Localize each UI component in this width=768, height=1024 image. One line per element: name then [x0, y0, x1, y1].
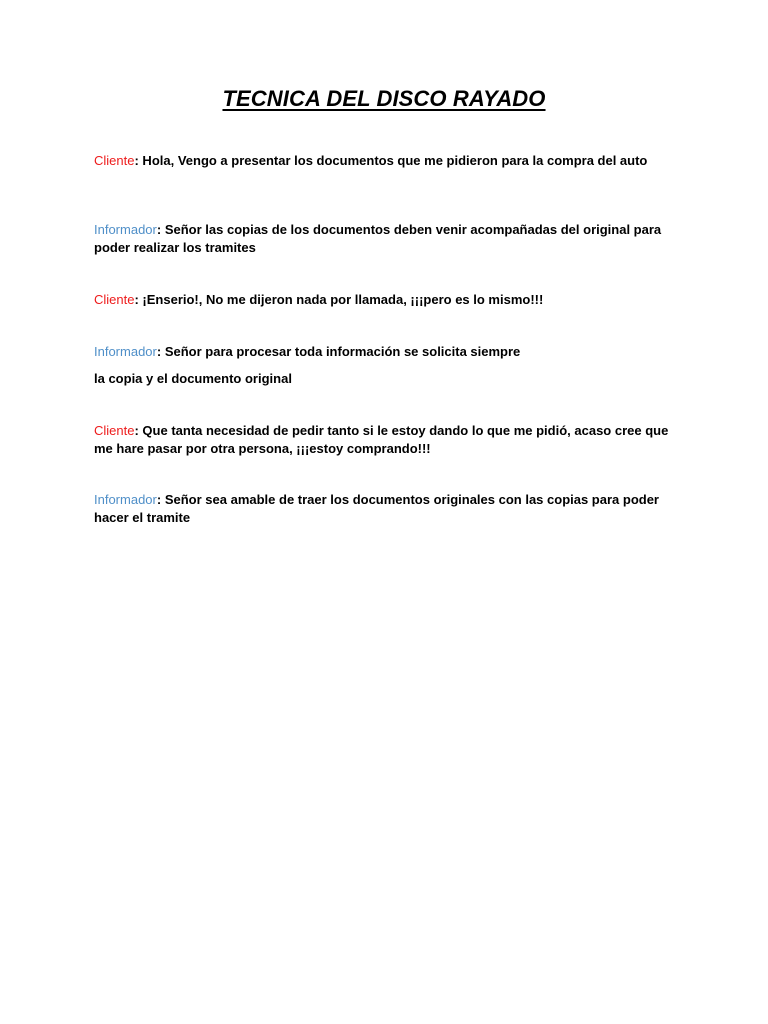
speaker-label-informador: Informador	[94, 222, 157, 237]
dialogue-line-5: Cliente: Que tanta necesidad de pedir tanto si le estoy dando lo que me pidió, acaso cree que me hare pasar por otra persona, ¡¡¡estoy comprando!!!	[94, 423, 669, 456]
speaker-label-informador: Informador	[94, 492, 157, 507]
dialogue-text: ¡Enserio!, No me dijeron nada por llamada, ¡¡¡pero es lo mismo!!!	[138, 292, 544, 307]
dialogue-line-1: Cliente: Hola, Vengo a presentar los documentos que me pidieron para la compra del auto	[94, 153, 648, 168]
speaker-label-cliente: Cliente	[94, 153, 135, 168]
dialogue-text: Señor para procesar toda información se solicita siempre	[161, 344, 521, 359]
dialogue-line-2: Informador: Señor las copias de los documentos deben venir acompañadas del original para poder realizar los tramites	[94, 222, 662, 255]
document-title: TECNICA DEL DISCO RAYADO	[222, 86, 546, 111]
speaker-label-cliente: Cliente	[94, 292, 135, 307]
speaker-label-informador: Informador	[94, 344, 157, 359]
speaker-label-cliente: Cliente	[94, 423, 135, 438]
dialogue-text: Señor las copias de los documentos deben venir acompañadas del original para poder realizar los tramites	[94, 222, 662, 255]
dialogue-text: Señor sea amable de traer los documentos originales con las copias para poder hacer el tramite	[94, 492, 659, 525]
dialogue-line-4: Informador: Señor para procesar toda información se solicita siempre	[94, 344, 521, 359]
dialogue-text: Hola, Vengo a presentar los documentos que me pidieron para la compra del auto	[138, 153, 648, 168]
dialogue-line-6: Informador: Señor sea amable de traer los documentos originales con las copias para poder hacer el tramite	[94, 492, 659, 525]
dialogue-continuation: la copia y el documento original	[94, 371, 292, 386]
dialogue-line-3: Cliente: ¡Enserio!, No me dijeron nada por llamada, ¡¡¡pero es lo mismo!!!	[94, 292, 544, 307]
dialogue-text: Que tanta necesidad de pedir tanto si le estoy dando lo que me pidió, acaso cree que me hare pasar por otra persona, ¡¡¡estoy comprando!!!	[94, 423, 669, 456]
